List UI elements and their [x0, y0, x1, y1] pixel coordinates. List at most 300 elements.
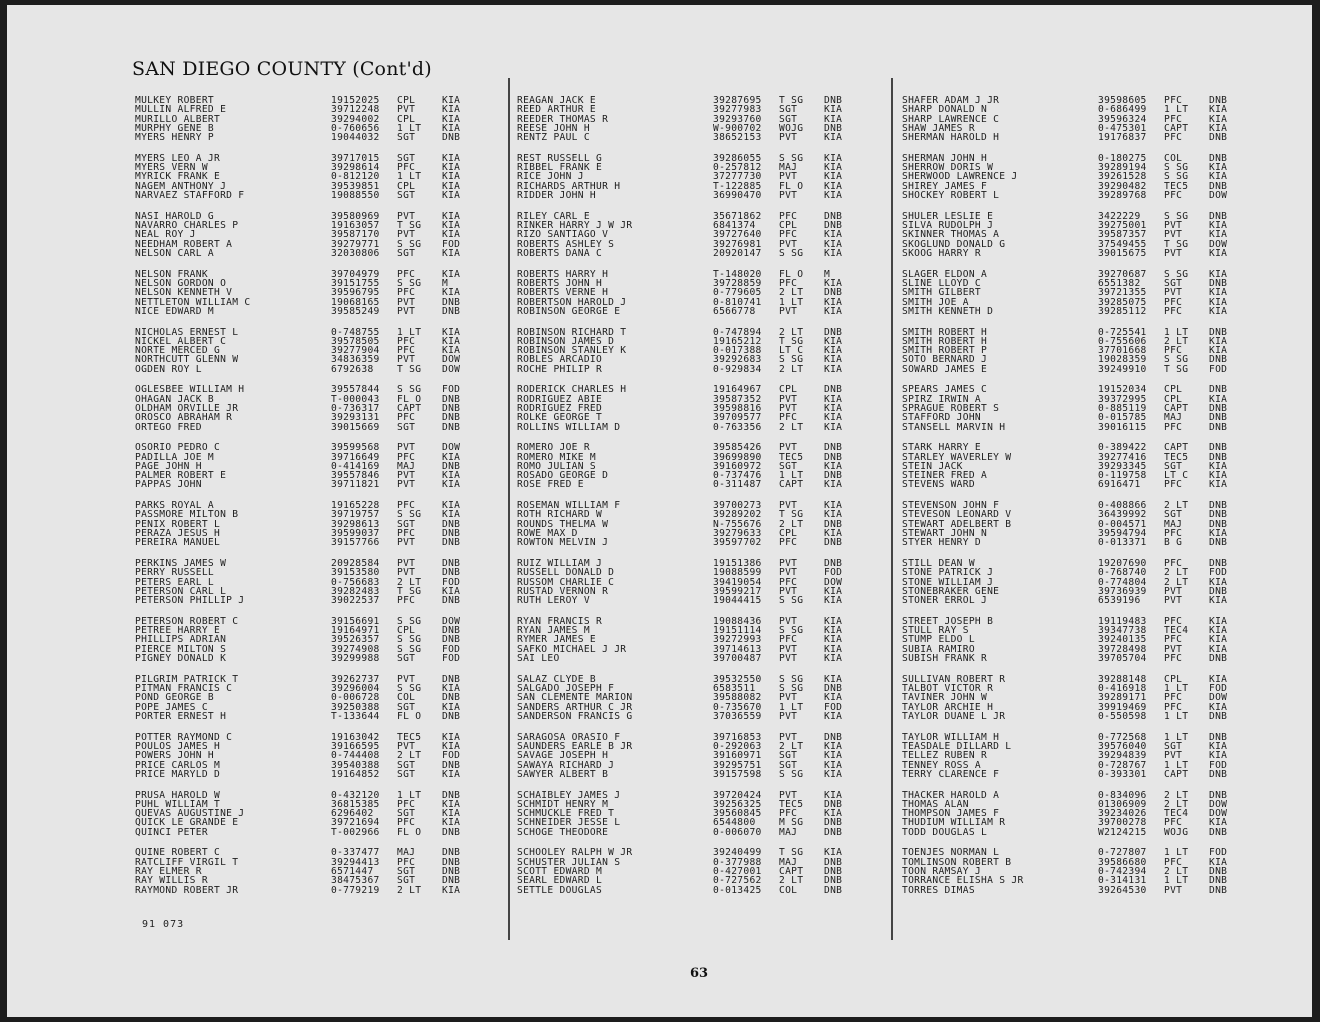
- entry-group: [517, 385, 860, 431]
- roster-entry: [902, 124, 1245, 133]
- serial-number-cell: 0-779605: [713, 287, 762, 299]
- roster-entry: [902, 858, 1245, 867]
- serial-number-cell: 39157598: [713, 768, 762, 780]
- rank-cell: COL: [397, 692, 416, 704]
- rank-cell: 2 LT: [1164, 789, 1189, 801]
- name-cell: SAWAYA RICHARD J: [517, 760, 615, 770]
- status-cell: DNB: [442, 537, 461, 549]
- status-cell: KIA: [824, 625, 843, 637]
- serial-number-cell: 39580969: [331, 210, 380, 222]
- roster-entry: [902, 510, 1245, 519]
- roster-entry: [135, 480, 478, 489]
- name-cell: PETERSON ROBERT C: [135, 616, 239, 627]
- status-cell: KIA: [442, 701, 461, 713]
- rank-cell: S SG: [397, 634, 422, 646]
- roster-entry: [135, 212, 478, 221]
- rank-cell: 1 LT: [1164, 104, 1189, 116]
- roster-entry: [902, 886, 1245, 895]
- status-cell: KIA: [824, 104, 843, 116]
- roster-entry: [517, 559, 860, 568]
- status-cell: FOD: [442, 576, 461, 588]
- roster-entry: [902, 404, 1245, 413]
- rank-cell: M SG: [779, 817, 804, 829]
- name-cell: SLAGER ELDON A: [902, 269, 988, 279]
- status-cell: KIA: [442, 808, 461, 820]
- entry-group: [902, 443, 1245, 489]
- roster-entry: [517, 867, 860, 876]
- status-cell: KIA: [1209, 479, 1228, 491]
- roster-entry: [902, 154, 1245, 163]
- roster-entry: [135, 365, 478, 374]
- rank-cell: WOJG: [779, 122, 804, 134]
- serial-number-cell: 39160972: [713, 460, 762, 472]
- name-cell: STAFFORD JOHN: [902, 413, 981, 423]
- status-cell: DNB: [824, 95, 843, 106]
- roster-entry: [902, 675, 1245, 684]
- roster-entry: [135, 559, 478, 568]
- name-cell: ROSADO GEORGE D: [517, 471, 609, 481]
- roster-entry: [517, 645, 860, 654]
- rank-cell: PVT: [1164, 585, 1183, 597]
- name-cell: PRICE MARYLD D: [135, 769, 221, 780]
- serial-number-cell: 20920147: [713, 247, 762, 259]
- roster-entry: [902, 249, 1245, 258]
- name-cell: ROLKE GEORGE T: [517, 413, 603, 423]
- name-cell: NAGEM ANTHONY J: [135, 181, 227, 192]
- serial-number-cell: 39288148: [1098, 673, 1147, 685]
- rank-cell: T SG: [397, 220, 422, 232]
- status-cell: DNB: [442, 759, 461, 771]
- roster-entry: [135, 645, 478, 654]
- roster-entry: [517, 751, 860, 760]
- status-cell: DNB: [1209, 210, 1228, 222]
- name-cell: ROMO JULIAN S: [517, 461, 596, 472]
- serial-number-cell: 39576040: [1098, 740, 1147, 752]
- serial-number-cell: 0-760656: [331, 122, 380, 134]
- name-cell: PAPPAS JOHN: [135, 480, 202, 490]
- name-cell: MULKEY ROBERT: [135, 96, 214, 106]
- roster-entry: [902, 828, 1245, 837]
- roster-entry: [902, 770, 1245, 779]
- rank-cell: S SG: [779, 673, 804, 685]
- rank-cell: CPL: [397, 113, 416, 125]
- rank-cell: PVT: [1164, 595, 1183, 607]
- name-cell: RAYMOND ROBERT JR: [135, 885, 239, 895]
- serial-number-cell: 39015669: [331, 421, 380, 433]
- serial-number-cell: 39714613: [713, 643, 762, 655]
- rank-cell: SGT: [1164, 509, 1183, 521]
- serial-number-cell: 39264530: [1098, 884, 1147, 896]
- status-cell: DNB: [1209, 509, 1228, 521]
- name-cell: TAVINER JOHN W: [902, 693, 988, 703]
- rank-cell: PFC: [779, 576, 798, 588]
- rank-cell: PVT: [779, 558, 798, 569]
- roster-entry: [135, 230, 478, 239]
- rank-cell: COL: [1164, 152, 1183, 164]
- status-cell: KIA: [442, 152, 461, 164]
- serial-number-cell: 39277416: [1098, 451, 1147, 463]
- rank-cell: S SG: [779, 683, 804, 695]
- status-cell: FOD: [442, 238, 461, 250]
- name-cell: SANDERS ARTHUR C JR: [517, 702, 633, 712]
- name-cell: SMITH ROBERT H: [902, 336, 988, 347]
- name-cell: SCHUSTER JULIAN S: [517, 857, 621, 867]
- roster-entry: [135, 270, 478, 279]
- name-cell: ROBERTS HARRY H: [517, 269, 609, 279]
- name-cell: PIGNEY DONALD K: [135, 654, 227, 664]
- serial-number-cell: 19044032: [331, 132, 380, 144]
- serial-number-cell: 19088550: [331, 190, 380, 202]
- rank-cell: 1 LT: [779, 296, 804, 308]
- name-cell: REESE JOHN H: [517, 123, 590, 134]
- serial-number-cell: 39598605: [1098, 95, 1147, 106]
- rank-cell: S SG: [397, 277, 422, 289]
- roster-entry: [517, 355, 860, 364]
- name-cell: SHARP LAWRENCE C: [902, 114, 1000, 124]
- roster-entry: [135, 761, 478, 770]
- status-cell: DNB: [1209, 277, 1228, 289]
- serial-number-cell: 6916471: [1098, 479, 1141, 491]
- status-cell: DNB: [824, 683, 843, 695]
- name-cell: ROBERTS JOHN H: [517, 278, 603, 289]
- name-cell: SCHNEIDER JESSE L: [517, 818, 621, 828]
- rank-cell: PFC: [397, 287, 416, 299]
- name-cell: STULL RAY S: [902, 626, 969, 636]
- roster-entry: [517, 413, 860, 422]
- rank-cell: SGT: [397, 152, 416, 164]
- roster-entry: [135, 818, 478, 827]
- serial-number-cell: 39728859: [713, 277, 762, 289]
- name-cell: PETERS EARL L: [135, 577, 214, 587]
- rank-cell: PVT: [397, 296, 416, 308]
- status-cell: KIA: [442, 335, 461, 347]
- rank-cell: S SG: [397, 643, 422, 655]
- name-cell: ROUNDS THELMA W: [517, 519, 609, 530]
- serial-number-cell: 39151755: [331, 277, 380, 289]
- rank-cell: PFC: [779, 634, 798, 646]
- name-cell: PETREE HARRY E: [135, 626, 221, 636]
- entry-group: [517, 617, 860, 663]
- status-cell: DNB: [1209, 768, 1228, 780]
- status-cell: DNB: [442, 865, 461, 877]
- roster-entry: [902, 848, 1245, 857]
- rank-cell: FL O: [397, 826, 422, 838]
- roster-entry: [517, 221, 860, 230]
- serial-number-cell: 19164967: [713, 384, 762, 396]
- name-cell: SKOGLUND DONALD G: [902, 239, 1006, 249]
- serial-number-cell: 19165228: [331, 500, 380, 512]
- serial-number-cell: 39298613: [331, 518, 380, 530]
- roster-entry: [517, 163, 860, 172]
- roster-entry: [517, 471, 860, 480]
- roster-entry: [135, 443, 478, 452]
- serial-number-cell: 0-742394: [1098, 865, 1147, 877]
- rank-cell: CPL: [397, 180, 416, 192]
- rank-cell: PVT: [397, 354, 416, 366]
- roster-entry: [135, 568, 478, 577]
- name-cell: ROBINSON STANLEY K: [517, 346, 627, 356]
- name-cell: PAGE JOHN H: [135, 461, 202, 472]
- serial-number-cell: 39287695: [713, 95, 762, 106]
- name-cell: PADILLA JOE M: [135, 452, 214, 462]
- status-cell: KIA: [824, 460, 843, 472]
- rank-cell: PFC: [1164, 558, 1183, 569]
- serial-number-cell: 0-727807: [1098, 847, 1147, 859]
- rank-cell: PVT: [779, 393, 798, 405]
- serial-number-cell: 39279633: [713, 528, 762, 540]
- name-cell: SMITH JOE A: [902, 297, 969, 307]
- rank-cell: PFC: [1164, 421, 1183, 433]
- name-cell: RUSSELL DONALD D: [517, 568, 615, 578]
- status-cell: M: [442, 277, 449, 289]
- status-cell: DNB: [442, 558, 461, 569]
- name-cell: SCOTT EDWARD M: [517, 866, 603, 877]
- name-cell: RODRIGUEZ ABIE: [517, 394, 603, 404]
- name-cell: RODERICK CHARLES H: [517, 385, 627, 395]
- rank-cell: PFC: [779, 808, 798, 820]
- status-cell: KIA: [824, 162, 843, 174]
- roster-entry: [517, 395, 860, 404]
- serial-number-cell: 37549455: [1098, 238, 1147, 250]
- name-cell: TOENJES NORMAN L: [902, 848, 1000, 858]
- rank-cell: PVT: [779, 585, 798, 597]
- rank-cell: 2 LT: [779, 740, 804, 752]
- rank-cell: T SG: [397, 363, 422, 375]
- serial-number-cell: W-900702: [713, 122, 762, 134]
- entry-group: [902, 733, 1245, 779]
- rank-cell: MAJ: [1164, 412, 1183, 424]
- rank-cell: PVT: [1164, 229, 1183, 241]
- roster-entry: [902, 105, 1245, 114]
- roster-entry: [135, 298, 478, 307]
- status-cell: DNB: [1209, 875, 1228, 887]
- name-cell: PHILLIPS ADRIAN: [135, 635, 227, 645]
- name-cell: PRUSA HAROLD W: [135, 790, 221, 800]
- serial-number-cell: 19088436: [713, 615, 762, 627]
- name-cell: SMITH ROBERT H: [902, 327, 988, 337]
- rank-cell: PFC: [1164, 692, 1183, 704]
- name-cell: NORTE MERCED G: [135, 346, 221, 356]
- status-cell: KIA: [1209, 335, 1228, 347]
- roster-entry: [902, 733, 1245, 742]
- status-cell: DNB: [1209, 653, 1228, 665]
- serial-number-cell: 6539196: [1098, 595, 1141, 607]
- name-cell: SAI LEO: [517, 654, 560, 664]
- rank-cell: PVT: [397, 558, 416, 569]
- column-divider: [891, 78, 893, 940]
- serial-number-cell: 0-119758: [1098, 470, 1147, 482]
- rank-cell: 1 LT: [1164, 326, 1189, 338]
- name-cell: SMITH GILBERT: [902, 288, 981, 298]
- name-cell: STEINER FRED A: [902, 471, 988, 481]
- roster-entry: [135, 105, 478, 114]
- rank-cell: SGT: [779, 460, 798, 472]
- serial-number-cell: 39700487: [713, 653, 762, 665]
- serial-number-cell: 39293131: [331, 412, 380, 424]
- rank-cell: S SG: [779, 625, 804, 637]
- roster-entry: [135, 172, 478, 181]
- status-cell: DNB: [442, 692, 461, 704]
- entry-group: [517, 791, 860, 837]
- rank-cell: PFC: [397, 345, 416, 357]
- name-cell: PARKS ROYAL A: [135, 501, 214, 511]
- status-cell: DOW: [824, 576, 843, 588]
- serial-number-cell: 0-314131: [1098, 875, 1147, 887]
- rank-cell: PVT: [779, 643, 798, 655]
- serial-number-cell: 39294413: [331, 856, 380, 868]
- serial-number-cell: 39596795: [331, 287, 380, 299]
- status-cell: KIA: [1209, 817, 1228, 829]
- serial-number-cell: 39157766: [331, 537, 380, 549]
- serial-number-cell: 0-180275: [1098, 152, 1147, 164]
- roster-entry: [902, 876, 1245, 885]
- serial-number-cell: 39709577: [713, 412, 762, 424]
- serial-number-cell: 39594794: [1098, 528, 1147, 540]
- roster-entry: [135, 279, 478, 288]
- name-cell: TORRES DIMAS: [902, 885, 975, 895]
- rank-cell: TEC4: [1164, 625, 1189, 637]
- name-cell: SCHOOLEY RALPH W JR: [517, 848, 633, 858]
- name-cell: RAY ELMER R: [135, 866, 202, 877]
- serial-number-cell: 0-736317: [331, 402, 380, 414]
- roster-entry: [902, 480, 1245, 489]
- status-cell: DNB: [442, 412, 461, 424]
- name-cell: PETERSON PHILLIP J: [135, 596, 245, 606]
- rank-cell: PVT: [397, 740, 416, 752]
- rank-cell: PFC: [779, 412, 798, 424]
- roster-entry: [135, 182, 478, 191]
- rank-cell: PVT: [779, 190, 798, 202]
- roster-entry: [517, 249, 860, 258]
- name-cell: OLDHAM ORVILLE JR: [135, 403, 239, 414]
- roster-entry: [902, 635, 1245, 644]
- status-cell: KIA: [824, 479, 843, 491]
- status-cell: DNB: [1209, 731, 1228, 743]
- roster-entry: [135, 675, 478, 684]
- entry-group: [135, 501, 478, 547]
- serial-number-cell: 39270687: [1098, 268, 1147, 280]
- roster-entry: [902, 742, 1245, 751]
- name-cell: SHULER LESLIE E: [902, 211, 994, 222]
- serial-number-cell: 39274908: [331, 643, 380, 655]
- rank-cell: T SG: [1164, 238, 1189, 250]
- status-cell: KIA: [824, 615, 843, 627]
- status-cell: KIA: [1209, 113, 1228, 125]
- rank-cell: CAPT: [1164, 402, 1189, 414]
- status-cell: DOW: [442, 615, 461, 627]
- status-cell: KIA: [824, 740, 843, 752]
- status-cell: DNB: [442, 402, 461, 414]
- roster-entry: [902, 809, 1245, 818]
- status-cell: KIA: [824, 354, 843, 366]
- roster-entry: [902, 346, 1245, 355]
- serial-number-cell: 39585249: [331, 305, 380, 317]
- roster-entry: [135, 809, 478, 818]
- roster-entry: [135, 154, 478, 163]
- name-cell: RYAN JAMES M: [517, 626, 590, 636]
- status-cell: DNB: [1209, 826, 1228, 838]
- document-code: 91 073: [142, 919, 185, 930]
- name-cell: STYER HENRY D: [902, 538, 981, 548]
- status-cell: DOW: [1209, 190, 1228, 202]
- roster-entry: [902, 115, 1245, 124]
- roster-entry: [517, 886, 860, 895]
- status-cell: KIA: [1209, 595, 1228, 607]
- roster-entry: [517, 876, 860, 885]
- serial-number-cell: 0-748755: [331, 326, 380, 338]
- rank-cell: S SG: [397, 238, 422, 250]
- serial-number-cell: 3422229: [1098, 210, 1141, 222]
- rank-cell: S SG: [397, 384, 422, 396]
- name-cell: TAYLOR WILLIAM H: [902, 732, 1000, 742]
- status-cell: KIA: [824, 412, 843, 424]
- serial-number-cell: 0-727562: [713, 875, 762, 887]
- name-cell: SARAGOSA ORASIO F: [517, 732, 621, 742]
- roster-entry: [902, 191, 1245, 200]
- serial-number-cell: 0-744408: [331, 750, 380, 762]
- entry-group: [517, 501, 860, 547]
- name-cell: STEVENS WARD: [902, 480, 975, 490]
- serial-number-cell: 19163057: [331, 220, 380, 232]
- rank-cell: 1 LT: [397, 122, 422, 134]
- name-cell: STONE PATRICK J: [902, 568, 994, 578]
- status-cell: KIA: [824, 335, 843, 347]
- serial-number-cell: 39299988: [331, 653, 380, 665]
- roster-entry: [135, 828, 478, 837]
- status-cell: KIA: [1209, 229, 1228, 241]
- serial-number-cell: 39240135: [1098, 634, 1147, 646]
- rank-cell: PFC: [1164, 701, 1183, 713]
- rank-cell: PFC: [1164, 856, 1183, 868]
- roster-entry: [135, 328, 478, 337]
- roster-entry: [135, 876, 478, 885]
- roster-entry: [902, 133, 1245, 142]
- roster-entry: [902, 453, 1245, 462]
- rank-cell: PVT: [779, 442, 798, 454]
- rank-cell: PFC: [1164, 615, 1183, 627]
- rank-cell: CPL: [779, 384, 798, 396]
- rank-cell: TEC5: [1164, 180, 1189, 192]
- serial-number-cell: 39586680: [1098, 856, 1147, 868]
- name-cell: NICHOLAS ERNEST L: [135, 327, 239, 337]
- rank-cell: PFC: [779, 277, 798, 289]
- rank-cell: 2 LT: [779, 326, 804, 338]
- status-cell: DNB: [1209, 326, 1228, 338]
- rank-cell: PVT: [779, 653, 798, 665]
- roster-entry: [517, 712, 860, 721]
- serial-number-cell: 39286055: [713, 152, 762, 164]
- entry-group: [517, 212, 860, 258]
- name-cell: MULLIN ALFRED E: [135, 105, 227, 115]
- status-cell: KIA: [442, 326, 461, 338]
- roster-entry: [135, 578, 478, 587]
- rank-cell: CPL: [397, 625, 416, 637]
- serial-number-cell: 39160971: [713, 750, 762, 762]
- rank-cell: PVT: [397, 673, 416, 685]
- status-cell: KIA: [824, 277, 843, 289]
- serial-number-cell: 0-728767: [1098, 759, 1147, 771]
- rank-cell: PFC: [397, 335, 416, 347]
- serial-number-cell: 39596324: [1098, 113, 1147, 125]
- rank-cell: S SG: [397, 509, 422, 521]
- name-cell: SHIREY JAMES F: [902, 181, 988, 192]
- serial-number-cell: 39526357: [331, 634, 380, 646]
- roster-entry: [517, 328, 860, 337]
- rank-cell: PVT: [397, 210, 416, 222]
- name-cell: STEWART JOHN N: [902, 529, 988, 539]
- rank-cell: PFC: [1164, 817, 1183, 829]
- roster-entry: [517, 596, 860, 605]
